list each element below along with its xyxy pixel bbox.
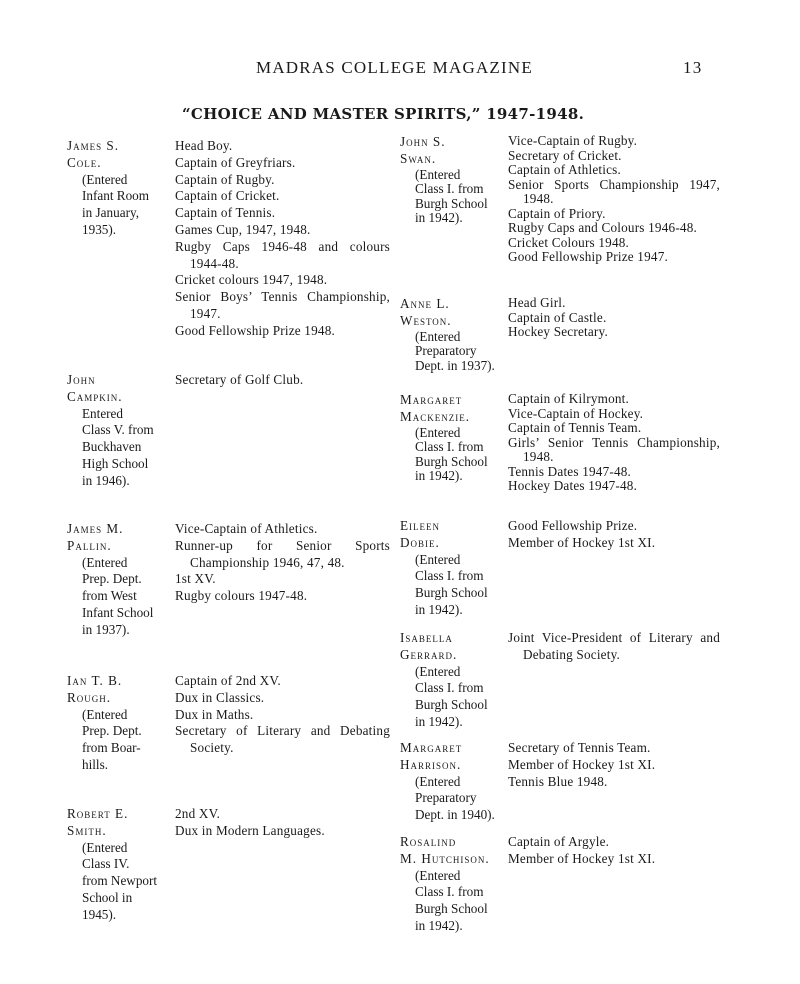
role-item: Captain of Tennis Team. bbox=[508, 420, 642, 435]
student-name: John S. bbox=[400, 134, 446, 149]
role-item: Member of Hockey 1st XI. bbox=[508, 534, 656, 550]
role-item: Vice-Captain of Hockey. bbox=[508, 405, 644, 421]
entry-note: Burgh School bbox=[415, 195, 488, 211]
entry-note: (Entered bbox=[82, 171, 128, 187]
page-title: “CHOICE AND MASTER SPIRITS,” 1947-1948. bbox=[182, 105, 585, 123]
entry-note: (Entered bbox=[415, 867, 461, 883]
role-item: Dux in Maths. bbox=[175, 706, 254, 722]
roles-list bbox=[175, 673, 390, 757]
student-name-block bbox=[400, 740, 495, 824]
role-item: Cricket Colours 1948. bbox=[508, 234, 630, 250]
student-name: Rosalind bbox=[400, 834, 457, 849]
roles-list bbox=[508, 834, 720, 868]
entry-note: Class V. from bbox=[82, 422, 154, 438]
entry-note: Prep. Dept. bbox=[82, 571, 142, 587]
entry-note: in January, bbox=[82, 205, 140, 221]
student-name: Pallin. bbox=[67, 537, 112, 553]
role-item: Captain of Priory. bbox=[508, 205, 606, 221]
student-name: Ian T. B. bbox=[67, 673, 123, 688]
student-name-block bbox=[67, 372, 154, 490]
entry-note: (Entered bbox=[415, 551, 461, 567]
entry-note: Dept. in 1937). bbox=[415, 357, 495, 373]
roles-list bbox=[175, 372, 390, 389]
entry-note: in 1942). bbox=[415, 713, 463, 729]
role-item: Dux in Modern Languages. bbox=[175, 822, 325, 838]
role-item: Captain of Kilrymont. bbox=[508, 391, 630, 406]
entry-note: in 1937). bbox=[82, 621, 130, 637]
entry-note: in 1942). bbox=[415, 601, 463, 617]
entry-note: Preparatory bbox=[415, 343, 477, 359]
entry-note: (Entered bbox=[82, 554, 128, 570]
roles-list bbox=[508, 392, 720, 494]
student-name: Swan. bbox=[400, 150, 437, 166]
role-item: Good Fellowship Prize 1947. bbox=[508, 249, 668, 264]
entry-note: Class I. from bbox=[415, 439, 484, 455]
role-item: Tennis Blue 1948. bbox=[508, 773, 608, 789]
student-name: John bbox=[67, 372, 96, 387]
role-item: Vice-Captain of Athletics. bbox=[175, 521, 318, 536]
entry-note: in 1942). bbox=[415, 917, 463, 933]
student-name-block bbox=[400, 296, 495, 373]
entry-note: 1945). bbox=[82, 906, 117, 922]
entry-note: in 1942). bbox=[415, 468, 463, 484]
entry-note: Burgh School bbox=[415, 585, 488, 601]
role-item: Rugby colours 1947-48. bbox=[175, 588, 308, 604]
entry-note: Prep. Dept. bbox=[82, 723, 142, 739]
role-item: Girls’ Senior Tennis Championship, 1948. bbox=[508, 434, 720, 464]
role-item: Senior Boys’ Tennis Championship, 1947. bbox=[175, 289, 390, 321]
role-item: Captain of Tennis. bbox=[175, 205, 276, 221]
entry-note: (Entered bbox=[415, 424, 461, 440]
role-item: Captain of Argyle. bbox=[508, 834, 610, 849]
role-item: Rugby Caps and Colours 1946-48. bbox=[508, 220, 697, 235]
entry-note: (Entered bbox=[415, 773, 461, 789]
role-item: Captain of 2nd XV. bbox=[175, 673, 281, 688]
entry-note: (Entered bbox=[415, 663, 461, 679]
role-item: Cricket colours 1947, 1948. bbox=[175, 272, 328, 288]
entry-note: Infant School bbox=[82, 604, 154, 620]
entry-note: in 1946). bbox=[82, 472, 130, 488]
roles-list bbox=[508, 630, 720, 664]
entry-note: (Entered bbox=[82, 839, 128, 855]
role-item: Captain of Athletics. bbox=[508, 162, 621, 177]
role-item: Captain of Greyfriars. bbox=[175, 154, 296, 170]
entry-note: from Boar- bbox=[82, 740, 141, 756]
student-name-block bbox=[67, 521, 153, 639]
role-item: Senior Sports Championship 1947, 1948. bbox=[508, 176, 720, 206]
entry-note: Burgh School bbox=[415, 697, 488, 713]
entry-note: Class IV. bbox=[82, 856, 130, 872]
entry-note: Entered bbox=[82, 405, 124, 421]
entry-note: Class I. from bbox=[415, 884, 484, 900]
student-name: James M. bbox=[67, 521, 124, 536]
entry-note: Preparatory bbox=[415, 790, 477, 806]
roles-list bbox=[508, 740, 720, 790]
role-item: Secretary of Cricket. bbox=[508, 147, 622, 163]
entry-note: Class I. from bbox=[415, 680, 484, 696]
entry-note: Class I. from bbox=[415, 568, 484, 584]
student-name: M. Hutchison. bbox=[400, 850, 490, 866]
entry-note: School in bbox=[82, 889, 133, 905]
student-name: Eileen bbox=[400, 518, 441, 533]
student-name: Campkin. bbox=[67, 388, 123, 404]
role-item: Captain of Rugby. bbox=[175, 171, 275, 187]
role-item: Member of Hockey 1st XI. bbox=[508, 850, 656, 866]
student-name: Mackenzie. bbox=[400, 408, 471, 424]
student-name-block bbox=[400, 134, 488, 226]
role-item: Captain of Castle. bbox=[508, 309, 607, 325]
role-item: Secretary of Golf Club. bbox=[175, 372, 304, 387]
role-item: Games Cup, 1947, 1948. bbox=[175, 221, 311, 237]
entry-note: Burgh School bbox=[415, 453, 488, 469]
roles-list bbox=[175, 138, 390, 340]
role-item: Rugby Caps 1946-48 and colours 1944-48. bbox=[175, 238, 390, 271]
role-item: Good Fellowship Prize 1948. bbox=[175, 322, 335, 338]
student-name: Gerrard. bbox=[400, 646, 458, 662]
roles-list bbox=[175, 806, 390, 840]
entry-note: in 1942). bbox=[415, 210, 463, 226]
role-item: Hockey Secretary. bbox=[508, 324, 608, 339]
student-name: Rough. bbox=[67, 689, 112, 705]
role-item: Good Fellowship Prize. bbox=[508, 518, 638, 533]
role-item: Hockey Dates 1947-48. bbox=[508, 478, 638, 493]
student-name: Margaret bbox=[400, 392, 463, 407]
role-item: Head Boy. bbox=[175, 138, 233, 153]
entry-note: Burgh School bbox=[415, 901, 488, 917]
page-number: 13 bbox=[683, 58, 703, 77]
role-item: Runner-up for Senior Sports Championship 1946, 47, 48. bbox=[175, 537, 390, 570]
student-name: Margaret bbox=[400, 740, 463, 755]
entry-note: 1935). bbox=[82, 221, 117, 237]
roles-list bbox=[175, 521, 390, 605]
roles-list bbox=[508, 134, 720, 265]
role-item: Secretary of Tennis Team. bbox=[508, 740, 651, 755]
role-item: Joint Vice-President of Literary and Debating Society. bbox=[508, 630, 720, 662]
entry-note: Dept. in 1940). bbox=[415, 807, 495, 823]
role-item: Captain of Cricket. bbox=[175, 188, 280, 204]
role-item: Vice-Captain of Rugby. bbox=[508, 133, 638, 148]
entry-note: Class I. from bbox=[415, 181, 484, 197]
student-name: Weston. bbox=[400, 312, 452, 328]
entry-note: from West bbox=[82, 588, 137, 604]
student-name-block bbox=[400, 630, 488, 731]
student-name-block bbox=[67, 673, 142, 774]
role-item: Dux in Classics. bbox=[175, 689, 265, 705]
student-name-block bbox=[400, 392, 488, 484]
entry-note: hills. bbox=[82, 756, 109, 772]
role-item: Member of Hockey 1st XI. bbox=[508, 756, 656, 772]
student-name: James S. bbox=[67, 138, 120, 153]
role-item: Secretary of Literary and Debating Society. bbox=[175, 723, 390, 756]
student-name-block bbox=[67, 138, 149, 239]
entry-note: (Entered bbox=[415, 166, 461, 182]
entry-note: Buckhaven bbox=[82, 439, 142, 455]
entry-note: (Entered bbox=[82, 706, 128, 722]
roles-list bbox=[508, 518, 720, 552]
student-name-block bbox=[400, 834, 490, 935]
roles-list bbox=[508, 296, 720, 340]
magazine-title: MADRAS COLLEGE MAGAZINE bbox=[256, 58, 533, 77]
student-name: Anne L. bbox=[400, 296, 450, 311]
student-name: Cole. bbox=[67, 154, 102, 170]
student-name: Robert E. bbox=[67, 806, 129, 821]
student-name-block bbox=[400, 518, 488, 619]
student-name: Smith. bbox=[67, 822, 107, 838]
role-item: 1st XV. bbox=[175, 571, 216, 587]
entry-note: (Entered bbox=[415, 328, 461, 344]
student-name: Isabella bbox=[400, 630, 453, 645]
entry-note: from Newport bbox=[82, 873, 158, 889]
student-name: Dobie. bbox=[400, 534, 440, 550]
role-item: Head Girl. bbox=[508, 295, 566, 310]
student-name: Harrison. bbox=[400, 756, 462, 772]
entry-note: Infant Room bbox=[82, 188, 150, 204]
student-name-block bbox=[67, 806, 157, 924]
role-item: 2nd XV. bbox=[175, 806, 221, 821]
role-item: Tennis Dates 1947-48. bbox=[508, 463, 632, 479]
entry-note: High School bbox=[82, 455, 149, 471]
